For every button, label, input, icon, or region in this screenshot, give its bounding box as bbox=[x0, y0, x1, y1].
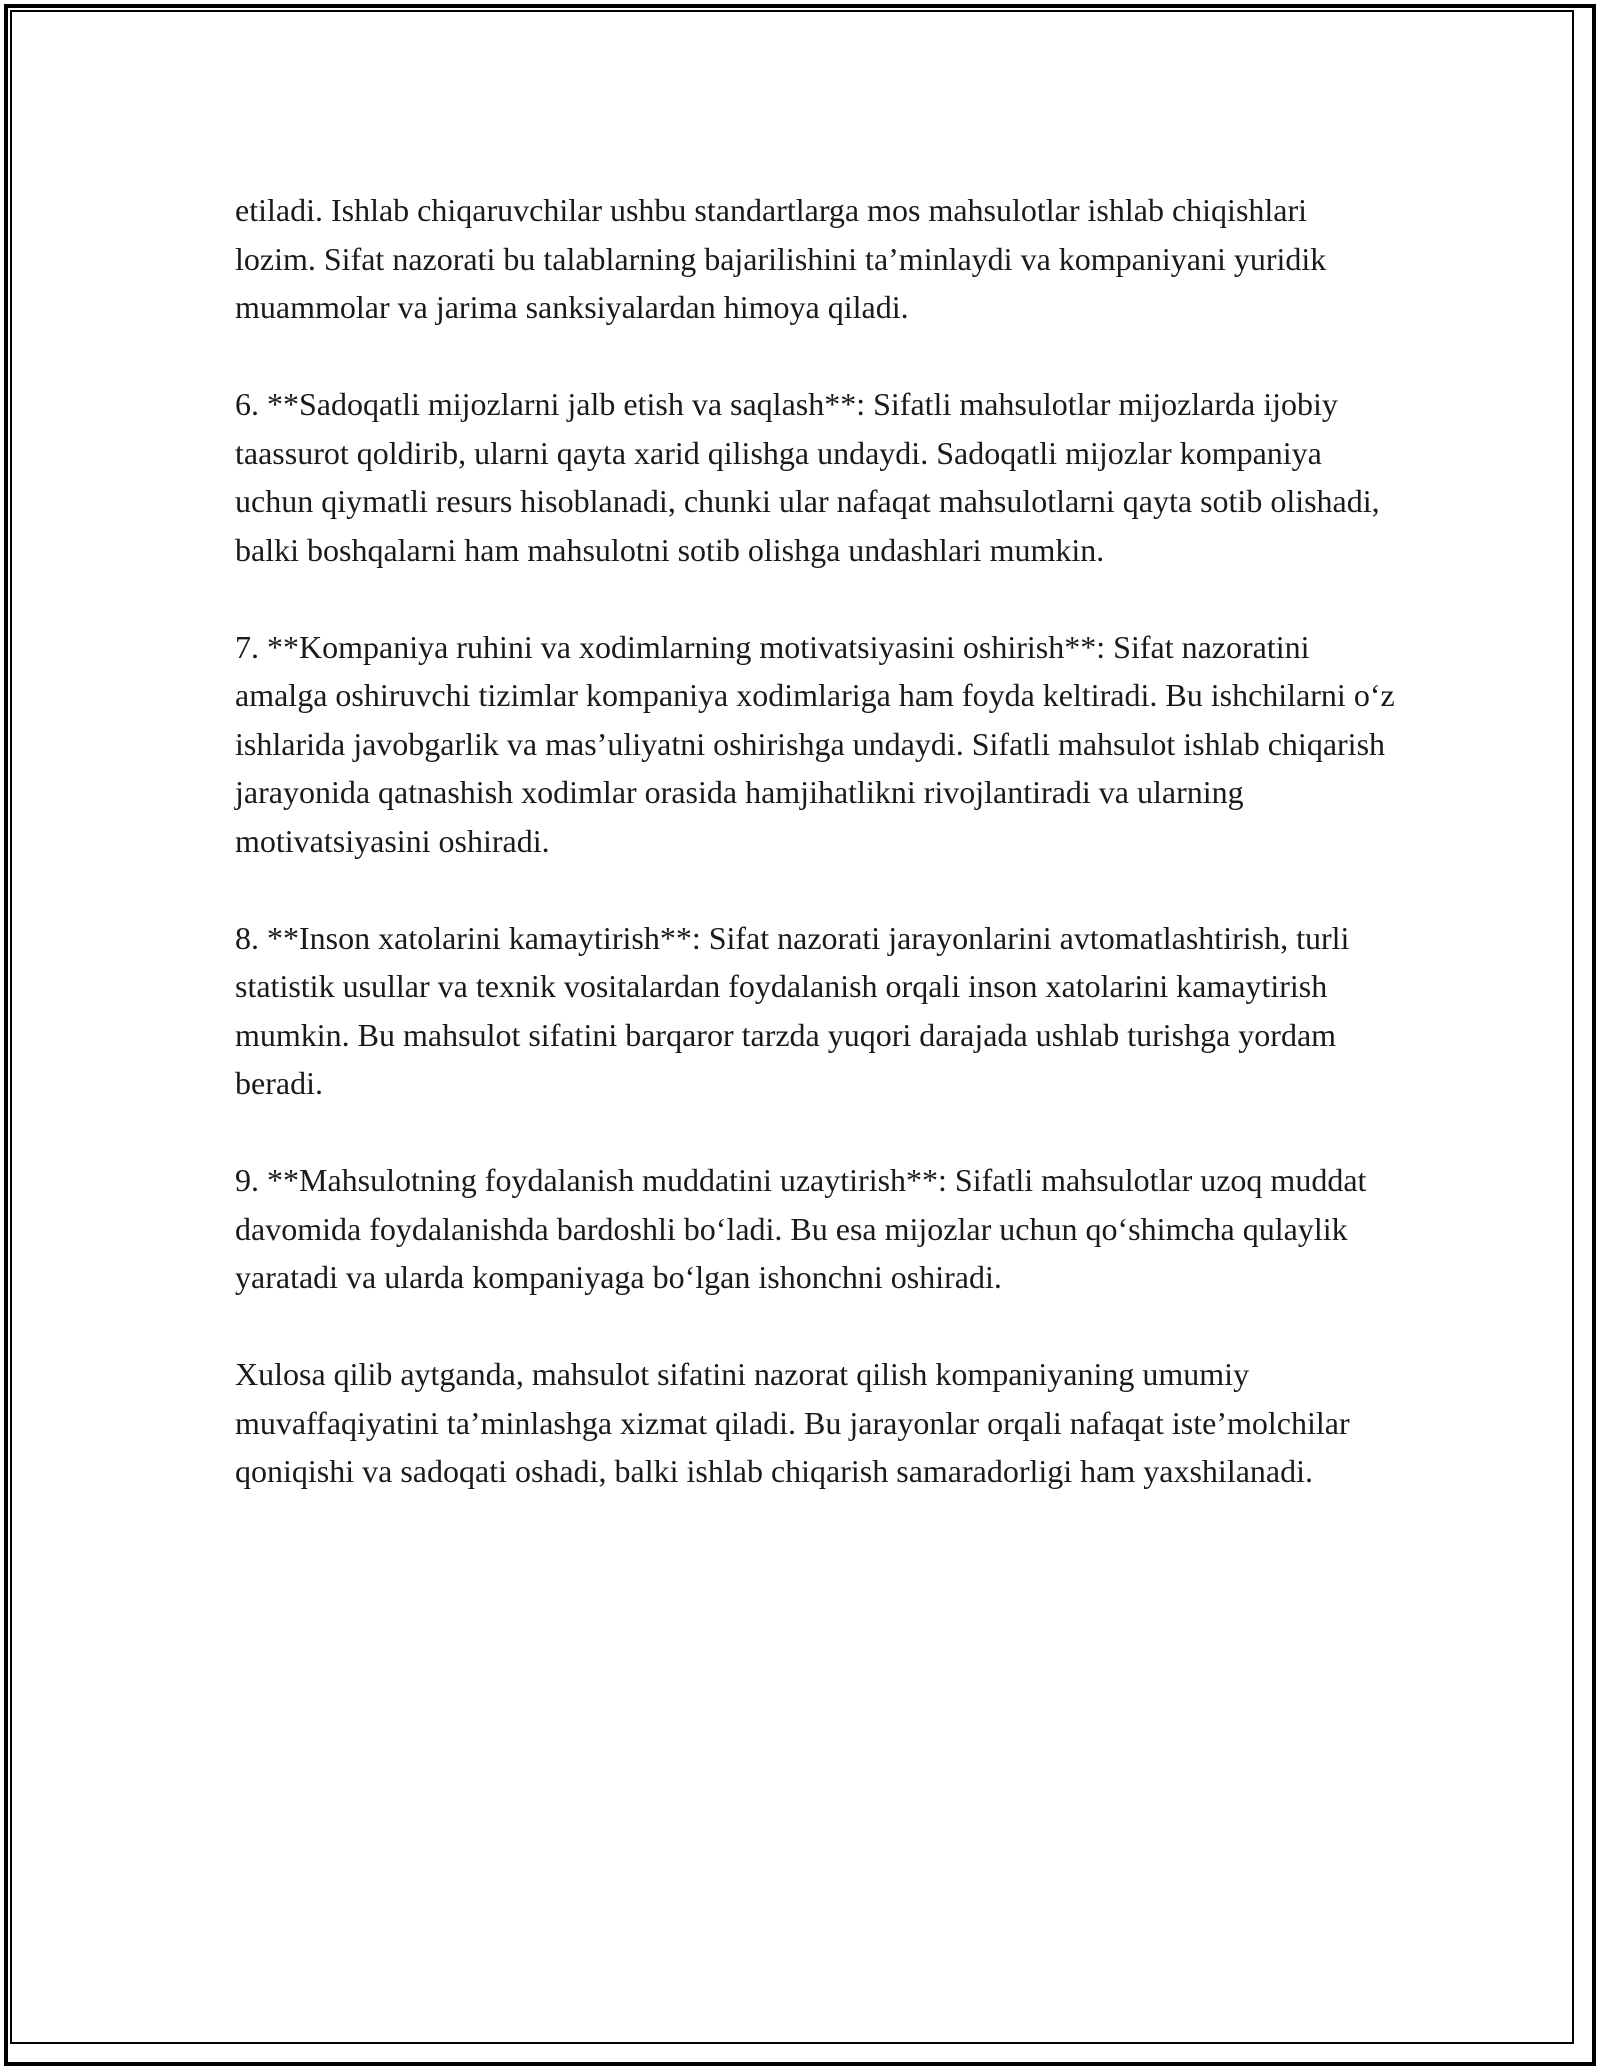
paragraph-conclusion: Xulosa qilib aytganda, mahsulot sifatini nazorat qilish kompaniyaning umumiy muvaffaqiyatini ta’minlashga xizmat qiladi. Bu jarayonlar orqali nafaqat iste’molchilar qoniqishi va sadoqati oshadi, balki ishlab chiqarish samaradorligi ham yaxshilanadi. bbox=[235, 1356, 1350, 1489]
paragraph-item-8: 8. **Inson xatolarini kamaytirish**: Sifat nazorati jarayonlarini avtomatlashtirish, turli statistik usullar va texnik vositalardan foydalanish orqali inson xatolarini kamaytirish mumkin. Bu mahsulot sifatini barqaror tarzda yuqori darajada ushlab turishga yordam beradi. bbox=[235, 919, 1350, 1101]
paragraph-item-7: 7. **Kompaniya ruhini va xodimlarning motivatsiyasini oshirish**: Sifat nazoratini amalga oshiruvchi tizimlar kompaniya xodimlariga ham foyda keltiradi. Bu ishchilarni o‘z ishlarida javobgarlik va mas’uliyatni oshirishga undaydi. Sifatli mahsulot ishlab chiqarish jarayonida qatnashish xodimlar orasida hamjihatlikni rivojlantiradi va ularning motivatsiyasini oshiradi. bbox=[235, 628, 1395, 859]
document-body bbox=[235, 186, 1395, 1496]
paragraph-item-6: 6. **Sadoqatli mijozlarni jalb etish va saqlash**: Sifatli mahsulotlar mijozlarda ijobiy taassurot qoldirib, ularni qayta xarid qilishga undaydi. Sadoqatli mijozlar kompaniya uchun qiymatli resurs hisoblanadi, chunki ular nafaqat mahsulotlarni qayta sotib olishadi, balki boshqalarni ham mahsulotni sotib olishga undashlari mumkin. bbox=[235, 386, 1380, 568]
paragraph-continuation: etiladi. Ishlab chiqaruvchilar ushbu standartlarga mos mahsulotlar ishlab chiqishlari lozim. Sifat nazorati bu talablarning bajarilishini ta’minlaydi va kompaniyani yuridik muammolar va jarima sanksiyalardan himoya qiladi. bbox=[235, 192, 1327, 325]
paragraph-item-9: 9. **Mahsulotning foydalanish muddatini uzaytirish**: Sifatli mahsulotlar uzoq muddat davomida foydalanishda bardoshli bo‘ladi. Bu esa mijozlar uchun qo‘shimcha qulaylik yaratadi va ularda kompaniyaga bo‘lgan ishonchni oshiradi. bbox=[235, 1162, 1367, 1295]
